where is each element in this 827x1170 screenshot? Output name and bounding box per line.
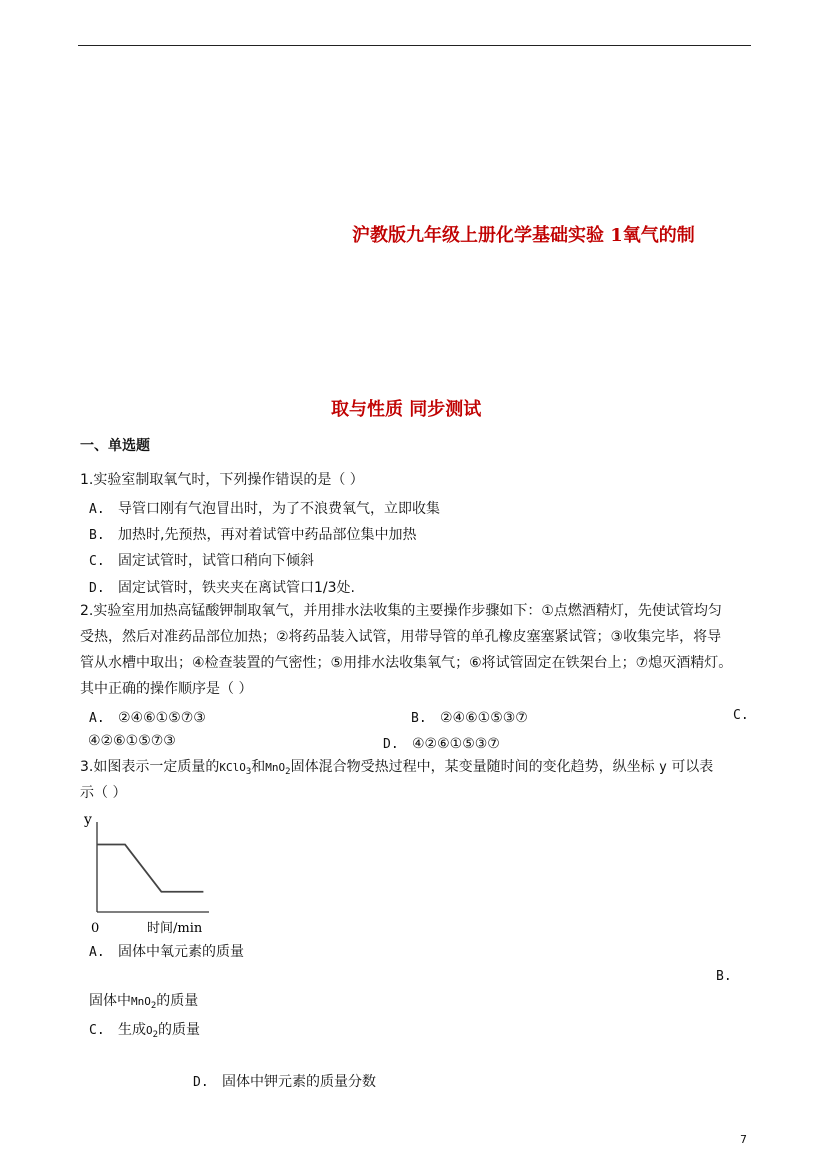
q1-option-d-text: 固定试管时，铁夹夹在离试管口1/3处. [118,580,355,596]
q3-option-c-text [118,1022,201,1041]
header-rule [78,45,751,46]
q3-option-d-text: 固体中钾元素的质量分数 [222,1074,376,1090]
q1-option-c-text: 固定试管时，试管口稍向下倾斜 [118,553,314,569]
q3-option-b-post: 的质量 [156,993,199,1009]
q3-option-c-chem [146,1024,159,1041]
q2-option-d [383,733,500,752]
q3-chart [80,808,220,938]
chart-layer [97,822,209,912]
q3-option-b-chem-sub: 2 [150,1001,157,1012]
q2-option-b-text: ②④⑥①⑤③⑦ [440,710,528,726]
q2-line-3: 管从水槽中取出；④检查装置的气密性；⑤用排水法收集氧气；⑥将试管固定在铁架台上；⑦熄灭酒精灯。 [80,655,733,671]
q3-line1-and: 和 [251,759,266,775]
title-line-2: 取与性质 同步测试 [331,399,482,420]
q3-line1-end: 可以表 [671,759,714,775]
q1-option-b-letter: B. [89,528,105,543]
q2-line-1: 2.实验室用加热高锰酸钾制取氧气，并用排水法收集的主要操作步骤如下：①点燃酒精灯，先使试管均匀 [80,603,722,619]
q3-option-c-letter: C. [89,1023,105,1038]
q3-option-d [193,1071,376,1090]
q1-option-d [89,577,355,596]
q3-option-c-chem-sub: 2 [152,1030,159,1041]
q3-line-2: 示（ ） [80,785,127,801]
q3-mno2-base: MnO [265,761,286,774]
q2-option-a-letter: A. [89,711,105,726]
q3-option-a-text: 固体中氧元素的质量 [118,944,244,960]
q1-stem: 1.实验室制取氧气时，下列操作错误的是（ ） [80,472,364,488]
q3-kclo3 [219,761,252,778]
q2-option-a-text: ②④⑥①⑤⑦③ [118,710,206,726]
q1-option-d-letter: D. [89,581,105,596]
q1-option-a [89,498,440,517]
q2-option-c-text: ④②⑥①⑤⑦③ [88,733,176,749]
q1-option-c [89,550,314,569]
q3-line-1 [80,759,713,780]
q3-option-b-text [89,993,198,1014]
chart-ylabel: y [84,812,92,828]
q3-option-c-pre: 生成 [118,1022,146,1038]
q3-mno2-sub: 2 [285,767,291,778]
section-heading: 一、单选题 [80,438,150,454]
q1-option-a-letter: A. [89,502,105,517]
q2-option-c-letter: C. [733,708,749,723]
q3-option-a-letter: A. [89,945,105,960]
q1-option-c-letter: C. [89,554,105,569]
q3-option-c-chem-base: O [146,1024,153,1037]
q1-option-b-text: 加热时,先预热，再对着试管中药品部位集中加热 [118,527,417,543]
q3-line1-pre: 3.如图表示一定质量的 [80,759,220,775]
q3-mno2 [265,761,291,778]
chart-xlabel: 时间/min [147,921,203,936]
title-line-1: 沪教版九年级上册化学基础实验 1氧气的制 [352,225,695,246]
q3-option-b-letter: B. [716,969,732,984]
q1-option-a-text: 导管口刚有气泡冒出时，为了不浪费氧气，立即收集 [118,501,440,517]
q3-option-d-letter: D. [193,1075,209,1090]
q3-option-c [89,1019,200,1043]
q3-kclo3-base: KClO [219,761,246,774]
q3-kclo3-sub: 3 [245,767,252,778]
q3-option-b-chem-base: MnO [131,995,151,1008]
q3-line1-y: y [659,760,667,775]
q2-line-2: 受热，然后对准药品部位加热；②将药品装入试管，用带导管的单孔橡皮塞塞紧试管；③收集完毕，将导 [80,629,722,645]
q3-option-b-pre: 固体中 [89,993,131,1009]
q3-option-a [89,941,244,960]
chart-series-line-0 [97,845,203,892]
q2-option-b [411,707,528,726]
q3-line1-post: 固体混合物受热过程中，某变量随时间的变化趋势，纵坐标 [290,759,655,775]
q2-option-a [89,707,206,726]
q1-option-b [89,524,416,543]
q2-option-b-letter: B. [411,711,427,726]
q3-option-b-chem [131,995,157,1012]
q2-line-4: 其中正确的操作顺序是（ ） [80,681,253,697]
chart-origin-label: 0 [91,921,100,936]
page-number: 7 [740,1133,747,1146]
q2-option-d-letter: D. [383,737,399,752]
q2-option-d-text: ④②⑥①⑤③⑦ [412,736,500,752]
q3-option-c-post: 的质量 [158,1022,201,1038]
